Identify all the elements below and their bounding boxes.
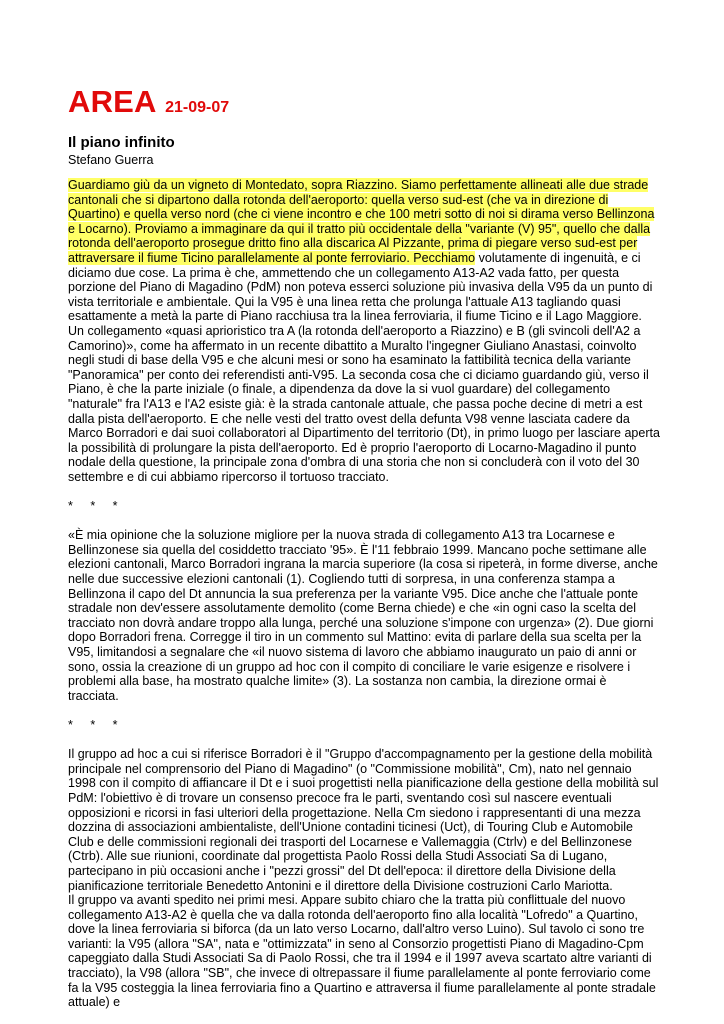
article-body — [68, 178, 660, 1010]
article-author: Stefano Guerra — [68, 153, 154, 167]
section-separator: * * * — [68, 499, 125, 514]
article-title: Il piano infinito — [68, 134, 175, 151]
paragraph-1-rest: volutamente di ingenuità, e ci diciamo due cose. La prima è che, ammettendo che un collegamento A13-A2 vada fatto, per questa porzione del Piano di Magadino (PdM) non poteva esserci soluzione più invasiva della V95 da un punto di vista territoriale e ambientale. Qui la V95 è una linea retta che prolunga l'attuale A13 tagliando quasi esattamente a metà la parte di Piano racchiusa tra la linea ferroviaria, il fiume Ticino e il Lago Maggiore. Un collegamento «quasi aprioristico tra A (la rotonda dell'aeroporto a Riazzino) e B (gli svincoli dell'A2 a Camorino)», come ha affermato in un recente dibattito a Muralto l'ingegner Giuliano Anastasi, coinvolto negli studi di base della V95 e che alcuni mesi or sono ha esaminato la fattibilità tecnica della variante "Panoramica" per conto dei referendisti anti-V95. La seconda cosa che ci diciamo guardando giù, verso il Piano, è che la parte iniziale (o finale, a dipendenza da dove la si vuol guardare) del collegamento "naturale" fra l'A13 e l'A2 esiste già: è la strada cantonale attuale, che passa poche decine di metri a est dalla pista dell'aeroporto. E che nelle vesti del tratto ovest della defunta V98 venne lasciata cadere da Marco Borradori e dai suoi collaboratori al Dipartimento del territorio (Dt), in primo luogo per lasciare aperta la possibilità di prolungare la pista dell'aeroporto. Ed è proprio l'aeroporto di Locarno-Magadino il punto nodale della questione, la principale zona d'ombra di una storia che non si concluderà con il voto del 30 settembre e di cui abbiamo ripercorso il tortuoso tracciato. — [68, 250, 660, 484]
publication-date: 21-09-07 — [165, 99, 230, 116]
publication-name: AREA — [68, 84, 157, 119]
masthead — [68, 84, 229, 120]
paragraph-3: Il gruppo ad hoc a cui si riferisce Borradori è il "Gruppo d'accompagnamento per la gestione della mobilità principale nel comprensorio del Piano di Magadino" (o "Commissione mobilità", Cm), nato nel gennaio 1998 con il compito di affiancare il Dt e i suoi progettisti nella pianificazione della gestione della mobilità sul PdM: l'obiettivo è di trovare un consenso precoce fra le parti, sventando così sul nascere eventuali opposizioni e ricorsi in fasi ulteriori della progettazione. Nella Cm siedono i rappresentanti di una mezza dozzina di associazioni ambientaliste, dell'Unione contadini ticinesi (Uct), di Touring Club e Automobile Club e delle commissioni regionali dei trasporti del Locarnese e Vallemaggia (Ctrlv) e del Bellinzonese (Ctrb). Alle sue riunioni, coordinate dal progettista Paolo Rossi della Studi Associati Sa di Lugano, partecipano in più occasioni anche i "pezzi grossi" del Dt dell'epoca: il direttore della Divisione della pianificazione territoriale Benedetto Antonini e il direttore della Divisione costruzioni Carlo Mariotta. — [68, 747, 659, 893]
highlighted-text: Guardiamo giù da un vigneto di Montedato, sopra Riazzino. Siamo perfettamente allineati alle due strade cantonali che si dipartono dalla rotonda dell'aeroporto: quella verso sud-est (che va in direzione di Quartino) e quella verso nord (che ci viene incontro e che 100 metri sotto di noi si dirama verso Bellinzona e Locarno). Proviamo a immaginare da qui il tratto più occidentale della "variante (V) 95", quello che dalla rotonda dell'aeroporto prosegue dritto fino alla discarica Al Pizzante, prima di piegare verso sud-est per attraversare il fiume Ticino parallelamente al ponte ferroviario. Pecchiamo — [68, 178, 655, 265]
paragraph-4: Il gruppo va avanti spedito nei primi mesi. Appare subito chiaro che la tratta più conflittuale del nuovo collegamento A13-A2 è quella che va dalla rotonda dell'aeroporto fino alla località "Lofredo" a Quartino, dove la linea ferroviaria si biforca (da un lato verso Locarno, dall'altro verso Luino). Sul tavolo ci sono tre varianti: la V95 (allora "SA", nata e "ottimizzata" in seno al Consorzio progettisti Piano di Magadino-Cpm capeggiato dalla Studi Associati Sa di Paolo Rossi, che tra il 1994 e il 1997 aveva scartato altre varianti di tracciato), la V98 (allora "SB", che invece di oltrepassare il fiume parallelamente al ponte ferroviario come fa la V95 costeggia la linea ferroviaria fino a Quartino e attraversa il fiume parallelamente al ponte stradale attuale) e — [68, 893, 656, 1010]
paragraph-1 — [68, 178, 660, 484]
section-separator: * * * — [68, 717, 125, 732]
paragraph-2: «È mia opinione che la soluzione migliore per la nuova strada di collegamento A13 tra Locarnese e Bellinzonese sia quella del cosiddetto tracciato '95». È l'11 febbraio 1999. Mancano poche settimane alle elezioni cantonali, Marco Borradori ingrana la marcia superiore (la cosa si ripeterà, in forme diverse, anche nelle due successive elezioni cantonali (1). Cogliendo tutti di sorpresa, in una conferenza stampa a Bellinzona il capo del Dt annuncia la sua preferenza per la variante V95. Dice anche che l'attuale ponte stradale non dev'essere assolutamente demolito (come Berna chiede) e che «in ogni caso la scelta del tracciato non dovrà andare troppo alla lunga, perché una soluzione s'impone con urgenza» (2). Due giorni dopo Borradori frena. Corregge il tiro in un commento sul Mattino: evita di parlare della sua scelta per la V95, limitandosi a segnalare che «il nuovo sistema di lavoro che abbiamo inaugurato un paio di anni or sono, ossia la creazione di un gruppo ad hoc con il compito di conciliare le varie esigenze e risolvere i problemi alla base, ha mostrato qualche limite» (3). La sostanza non cambia, la direzione ormai è tracciata. — [68, 528, 658, 703]
